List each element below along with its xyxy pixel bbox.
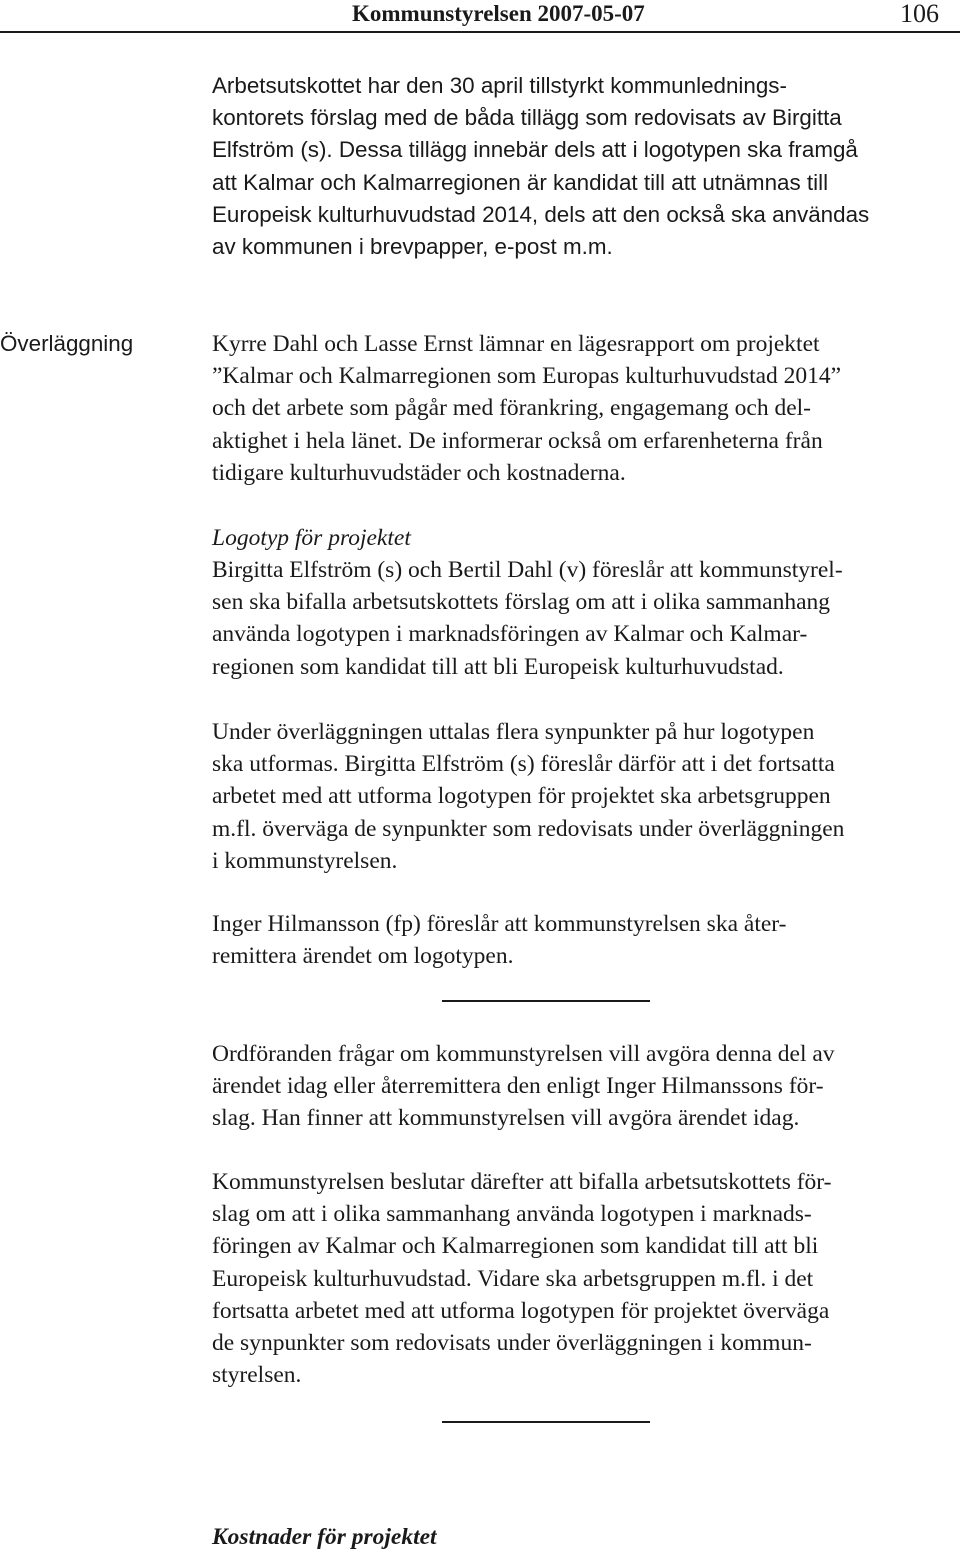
- text-line: Birgitta Elfström (s) och Bertil Dahl (v) föreslår att kommunstyrel-: [212, 557, 843, 583]
- text-line: Under överläggningen uttalas flera synpunkter på hur logotypen: [212, 719, 815, 745]
- decision-paragraph: [212, 1166, 960, 1391]
- text-line: m.fl. överväga de synpunkter som redovisats under överläggningen: [212, 815, 845, 842]
- page-number: 106: [900, 0, 939, 28]
- text-line: Ordföranden frågar om kommunstyrelsen vill avgöra denna del av: [212, 1041, 835, 1067]
- text-line: och det arbete som pågår med förankring, engagemang och del-: [212, 395, 812, 422]
- text-line: i kommunstyrelsen.: [212, 847, 398, 874]
- text-line: att Kalmar och Kalmarregionen är kandidat till att utnämnas till: [212, 169, 829, 195]
- section-heading-kostnader: Kostnader för projektet: [212, 1524, 437, 1550]
- discussion-paragraph: [212, 716, 960, 877]
- text-line: Kyrre Dahl och Lasse Ernst lämnar en lägesrapport om projektet: [212, 331, 820, 357]
- section-divider: [442, 1000, 650, 1002]
- chair-question-paragraph: [212, 1038, 960, 1135]
- header-divider: [0, 31, 960, 33]
- text-line: Arbetsutskottet har den 30 april tillstyrkt kommunlednings-: [212, 73, 787, 98]
- text-line: de synpunkter som redovisats under överläggningen i kommun-: [212, 1330, 812, 1357]
- text-line: föringen av Kalmar och Kalmarregionen som kandidat till att bli: [212, 1233, 819, 1260]
- text-line: ”Kalmar och Kalmarregionen som Europas kulturhuvudstad 2014”: [212, 363, 842, 390]
- text-line: slag om att i olika sammanhang använda logotypen i marknads-: [212, 1201, 812, 1228]
- text-line: Elfström (s). Dessa tillägg innebär dels att i logotypen ska framgå: [212, 137, 858, 163]
- text-line: styrelsen.: [212, 1362, 302, 1389]
- text-line: kontorets förslag med de båda tillägg som redovisats av Birgitta: [212, 105, 842, 131]
- intro-paragraph: [212, 70, 952, 263]
- text-line: av kommunen i brevpapper, e-post m.m.: [212, 234, 613, 260]
- text-line: aktighet i hela länet. De informerar också om erfarenheterna från: [212, 427, 823, 454]
- text-line: remittera ärendet om logotypen.: [212, 943, 514, 970]
- text-line: ärendet idag eller återremittera den enligt Inger Hilmanssons för-: [212, 1073, 824, 1100]
- document-header-title: Kommunstyrelsen 2007-05-07: [352, 1, 645, 26]
- proposal-paragraph: [212, 554, 960, 683]
- text-line: arbetet med att utforma logotypen för projektet ska arbetsgruppen: [212, 783, 831, 810]
- section-heading-logotyp: Logotyp för projektet: [212, 525, 411, 551]
- text-line: Kommunstyrelsen beslutar därefter att bifalla arbetsutskottets för-: [212, 1169, 832, 1195]
- text-line: fortsatta arbetet med att utforma logotypen för projektet överväga: [212, 1297, 830, 1324]
- text-line: regionen som kandidat till att bli Europeisk kulturhuvudstad.: [212, 653, 784, 680]
- text-line: Europeisk kulturhuvudstad 2014, dels att den också ska användas: [212, 201, 870, 227]
- deliberation-paragraph: [212, 328, 960, 489]
- section-divider: [442, 1421, 650, 1423]
- text-line: använda logotypen i marknadsföringen av Kalmar och Kalmar-: [212, 621, 808, 648]
- section-side-label: Överläggning: [0, 331, 134, 356]
- text-line: Europeisk kulturhuvudstad. Vidare ska arbetsgruppen m.fl. i det: [212, 1265, 814, 1292]
- text-line: Inger Hilmansson (fp) föreslår att kommunstyrelsen ska åter-: [212, 911, 787, 937]
- remit-proposal-paragraph: [212, 908, 960, 972]
- text-line: sen ska bifalla arbetsutskottets förslag om att i olika sammanhang: [212, 589, 831, 616]
- text-line: tidigare kulturhuvudstäder och kostnaderna.: [212, 459, 626, 486]
- text-line: slag. Han finner att kommunstyrelsen vill avgöra ärendet idag.: [212, 1105, 800, 1132]
- text-line: ska utformas. Birgitta Elfström (s) föreslår därför att i det fortsatta: [212, 751, 835, 778]
